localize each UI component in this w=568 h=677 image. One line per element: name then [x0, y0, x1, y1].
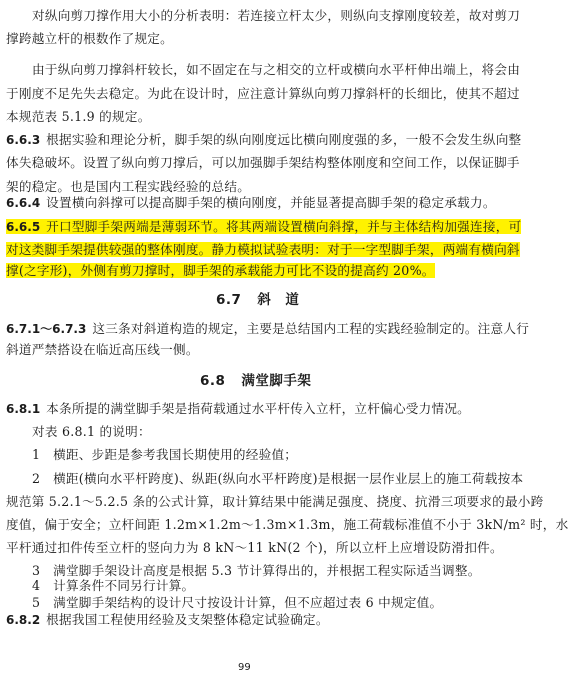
text-line: 本条所提的满堂脚手架是指荷载通过水平杆传入立杆，立杆偏心受力情况。 [46, 401, 471, 416]
section-title: 斜 道 [257, 292, 300, 308]
list-item: 3 满堂脚手架设计高度是根据 5.3 节计算得出的，并根据工程实际适当调整。 [32, 563, 481, 578]
highlighted-line [6, 241, 520, 258]
section-heading-6-7 [216, 291, 299, 309]
section-number: 6.8 [200, 373, 226, 389]
text-line: 开口型脚手架两端是薄弱环节。将其两端设置横向斜撑，并与主体结构加强连接，可 [46, 219, 522, 234]
list-item: 2 横距(横向水平杆跨度)、纵距(纵向水平杆跨度)是根据一层作业层上的施工荷载按本 [32, 471, 524, 486]
clause-number: 6.8.1 [6, 402, 41, 416]
text-line: 平杆通过扣件传至立杆的竖向力为 8 kN～11 kN(2 个)，所以立杆上应增设防滑扣件。 [6, 540, 503, 555]
highlighted-text [6, 219, 521, 234]
section-title: 满堂脚手架 [241, 373, 312, 389]
text-line: 这三条对斜道构造的规定，主要是总结国内工程的实践经验制定的。注意人行 [92, 321, 530, 336]
clause-6-6-5 [6, 218, 521, 235]
highlighted-text: 撑(之字形)，外侧有剪刀撑时，脚手架的承载能力可比不设的提高约 20%。 [6, 263, 435, 278]
text-line: 撑跨越立杆的根数作了规定。 [6, 31, 173, 46]
text-line: 架的稳定。也是国内工程实践经验的总结。 [6, 179, 251, 194]
section-number: 6.7 [216, 292, 242, 308]
list-item: 5 满堂脚手架结构的设计尺寸按设计计算，但不应超过表 6 中规定值。 [32, 595, 443, 610]
clause-6-6-3 [6, 131, 521, 148]
list-item: 1 横距、步距是参考我国长期使用的经验值； [32, 447, 298, 462]
clause-6-7-1 [6, 320, 529, 337]
text-line: 于刚度不足先失去稳定。为此在设计时，应注意计算纵向剪刀撑斜杆的长细比，使其不超过 [6, 86, 520, 101]
text-line: 根据我国工程使用经验及支架整体稳定试验确定。 [46, 612, 329, 627]
text-line: 对表 6.8.1 的说明： [32, 424, 151, 439]
highlighted-line [6, 262, 435, 279]
text-line: 设置横向斜撑可以提高脚手架的横向刚度，并能显著提高脚手架的稳定承载力。 [46, 195, 496, 210]
clause-6-6-4 [6, 194, 496, 211]
clause-6-8-2 [6, 612, 329, 627]
text-line: 根据实验和理论分析，脚手架的纵向刚度远比横向刚度强的多，一般不会发生纵向整 [46, 132, 522, 147]
clause-number: 6.6.3 [6, 133, 41, 147]
page-number: 99 [238, 662, 251, 673]
clause-number: 6.8.2 [6, 613, 41, 627]
list-item: 4 计算条件不同另行计算。 [32, 578, 195, 593]
section-heading-6-8 [200, 372, 311, 390]
clause-number: 6.7.1～6.7.3 [6, 322, 87, 336]
text-line: 本规范表 5.1.9 的规定。 [6, 109, 151, 124]
clause-6-8-1 [6, 400, 470, 417]
text-line: 度值，偏于安全；立杆间距 1.2m×1.2m～1.3m×1.3m，施工荷载标准值不小于 3kN/m² 时，水 [6, 517, 568, 532]
clause-number: 6.6.5 [6, 220, 41, 234]
clause-number: 6.6.4 [6, 196, 41, 210]
text-line: 由于纵向剪刀撑斜杆较长，如不固定在与之相交的立杆或横向水平杆伸出端上，将会由 [32, 62, 521, 77]
text-line: 斜道严禁搭设在临近高压线一侧。 [6, 342, 199, 357]
text-line: 对纵向剪刀撑作用大小的分析表明：若连接立杆太少，则纵向支撑刚度较差，故对剪刀 [32, 8, 521, 23]
highlighted-text: 对这类脚手架提供较强的整体刚度。静力模拟试验表明：对于一字型脚手架，两端有横向斜 [6, 242, 520, 257]
text-line: 体失稳破坏。设置了纵向剪刀撑后，可以加强脚手架结构整体刚度和空间工作，以保证脚手 [6, 155, 520, 170]
text-line: 规范第 5.2.1～5.2.5 条的公式计算，取计算结果中能满足强度、挠度、抗滑三项要求的最小跨 [6, 494, 544, 509]
